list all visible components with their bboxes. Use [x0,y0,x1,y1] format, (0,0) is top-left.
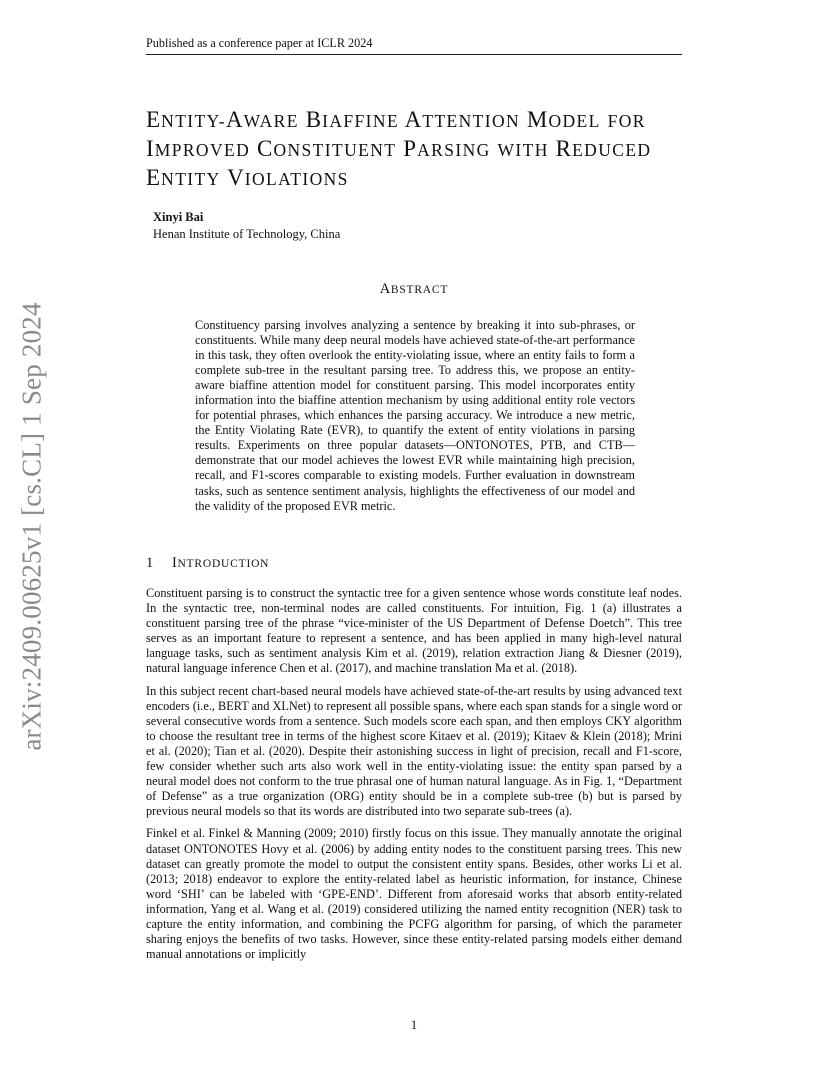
title-word: WITH [497,140,549,160]
section-heading-cap: I [172,555,178,571]
title-word: CONSTITUENT [257,136,397,161]
title-word: IMPROVED [146,136,251,161]
section-heading-rest: NTRODUCTION [177,558,270,570]
section-heading-introduction [146,555,269,572]
abstract-heading-rest: BSTRACT [390,284,449,296]
title-word: VIOLATIONS [227,165,349,190]
title-word: ENTITY-AWARE [146,107,299,132]
arxiv-stamp [4,296,60,756]
title-word: MODEL [526,107,601,132]
abstract-heading [146,281,682,298]
title-word: BIAFFINE [305,107,400,132]
title-word: PARSING [403,136,491,161]
paragraph: Finkel et al. Finkel & Manning (2009; 2010) firstly focus on this issue. They manually annotate the original dataset ONTONOTES Hovy et al. (2006) by adding entity nodes to the constituent parsing trees. This new dataset can greatly promote the model to output the consistent entity spans. Besides, other works Li et al. (2013; 2018) endeavor to explore the entity-related label as heuristic information, for instance, Chinese word ‘SHI’ can be labeled with ‘GPE-END’. Different from aforesaid works that absorb entity-related information, Yang et al. Wang et al. (2019) considered utilizing the named entity recognition (NER) task to capture the entity information, and combining the PCFG algorithm for parsing, of which the parameter sharing enjoys the benefits of two tasks. However, since these entity-related parsing models either demand manual annotations or implicitly [146,826,682,962]
running-header [146,36,682,55]
author-name: Xinyi Bai [153,210,204,224]
author-affiliation: Henan Institute of Technology, China [153,227,341,241]
introduction-body [146,586,682,969]
paragraph: In this subject recent chart-based neural models have achieved state-of-the-art results by using advanced text encoders (i.e., BERT and XLNet) to represent all possible spans, where each span stands for a single word or several consecutive words from a sentence. Such models score each span, and then employs CKY algorithm to choose the resultant tree in terms of the highest score Kitaev et al. (2019); Kitaev & Klein (2018); Mrini et al. (2020); Tian et al. (2020). Despite their astonishing success in light of precision, recall and F1-score, few consider whether such arts also work well in the entity-violating issue: the entity span parsed by a neural model does not conform to the true phrasal one of human natural language. As in Fig. 1, “Department of Defense” as a true organization (ORG) entity should be in a complete sub-tree (b) but is parsed by previous neural models so that its words are distributed into two separate sub-trees (a). [146,683,682,819]
title-word: REDUCED [555,136,652,161]
author-block [153,209,340,243]
section-number: 1 [146,555,154,571]
abstract-text: Constituency parsing involves analyzing a sentence by breaking it into sub-phrases, or constituents. While many deep neural models have achieved state-of-the-art performance in this task, they often overlook the entity-violating issue, where an entity fails to form a complete sub-tree in the resultant parsing tree. To address this, we propose an entity-aware biaffine attention model for constituent parsing. This model incorporates entity information into the biaffine attention mechanism by using additional entity role vectors for potential phrases, which enhances the parsing accuracy. We introduce a new metric, the Entity Violating Rate (EVR), to quantify the extent of entity violations in parsing results. Experiments on three popular datasets—ONTONOTES, PTB, and CTB—demonstrate that our model achieves the lowest EVR while maintaining high precision, recall, and F1-scores comparable to existing models. Further evaluation in downstream tasks, such as sentence sentiment analysis, highlights the effectiveness of our model and the validity of the proposed EVR metric. [195,318,635,513]
title-word: FOR [607,111,646,131]
paragraph: Constituent parsing is to construct the syntactic tree for a given sentence whose words constitute leaf nodes. In the syntactic tree, non-terminal nodes are called constituents. For intuition, Fig. 1 (a) illustrates a constituent parsing tree of the phrase “vice-minister of the US Department of Defense Doetch”. This tree serves as an important feature to represent a sentence, and has been applied in many high-level natural language tasks, such as sentiment analysis Kim et al. (2019), relation extraction Jiang & Diesner (2019), natural language inference Chen et al. (2017), and machine translation Ma et al. (2018). [146,586,682,676]
arxiv-identifier: arXiv:2409.00625v1 [cs.CL] 1 Sep 2024 [16,301,47,751]
paper-title [146,106,686,193]
title-word: ENTITY [146,165,221,190]
title-word: ATTENTION [404,107,521,132]
page-number: 1 [410,1018,418,1032]
venue-note: Published as a conference paper at ICLR 2024 [146,36,373,50]
abstract-heading-cap: A [379,281,391,297]
